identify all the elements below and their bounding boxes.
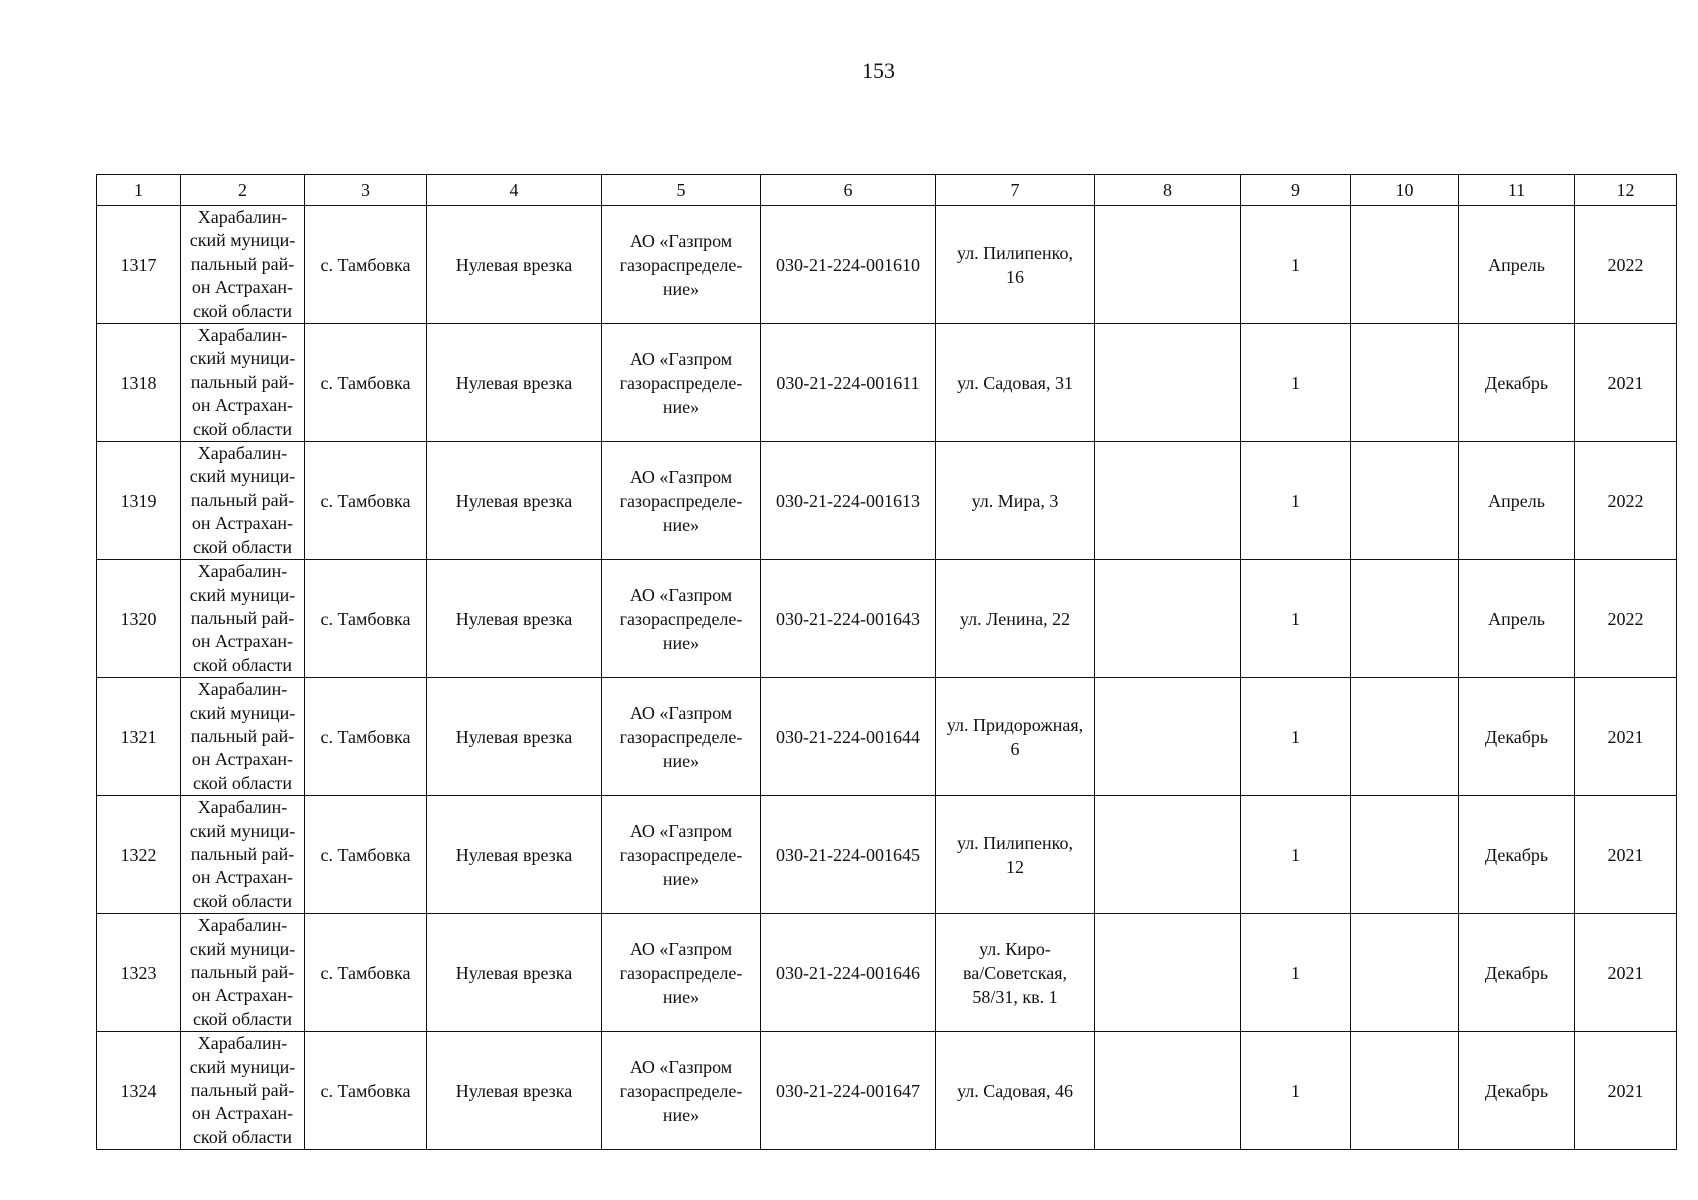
address-cell: ул. Придорожная, 6	[936, 678, 1095, 796]
connection-type-cell: Нулевая врезка	[427, 442, 602, 560]
column-10-cell	[1351, 796, 1459, 914]
row-number-cell: 1318	[97, 324, 181, 442]
column-header-12: 12	[1575, 175, 1677, 206]
year-cell: 2021	[1575, 1032, 1677, 1150]
address-cell: ул. Мира, 3	[936, 442, 1095, 560]
address-cell: ул. Ленина, 22	[936, 560, 1095, 678]
header-row	[97, 175, 1677, 206]
column-header-9: 9	[1241, 175, 1351, 206]
column-header-11: 11	[1459, 175, 1575, 206]
connection-type-cell: Нулевая врезка	[427, 678, 602, 796]
organization-cell: АО «Газпром газораспределе- ние»	[602, 206, 761, 324]
district-cell: Харабалин- ский муници- пальный рай- он Астрахан- ской области	[181, 914, 305, 1032]
table-row	[97, 324, 1677, 442]
object-code-cell: 030-21-224-001613	[761, 442, 936, 560]
table-row	[97, 206, 1677, 324]
object-code-cell: 030-21-224-001611	[761, 324, 936, 442]
column-10-cell	[1351, 678, 1459, 796]
district-cell: Харабалин- ский муници- пальный рай- он Астрахан- ской области	[181, 796, 305, 914]
organization-cell: АО «Газпром газораспределе- ние»	[602, 1032, 761, 1150]
connection-type-cell: Нулевая врезка	[427, 796, 602, 914]
settlement-cell: с. Тамбовка	[305, 1032, 427, 1150]
connection-type-cell: Нулевая врезка	[427, 560, 602, 678]
column-10-cell	[1351, 914, 1459, 1032]
year-cell: 2021	[1575, 914, 1677, 1032]
column-8-cell	[1095, 324, 1241, 442]
column-header-5: 5	[602, 175, 761, 206]
organization-cell: АО «Газпром газораспределе- ние»	[602, 560, 761, 678]
object-code-cell: 030-21-224-001643	[761, 560, 936, 678]
column-10-cell	[1351, 442, 1459, 560]
organization-cell: АО «Газпром газораспределе- ние»	[602, 442, 761, 560]
settlement-cell: с. Тамбовка	[305, 206, 427, 324]
district-cell: Харабалин- ский муници- пальный рай- он Астрахан- ской области	[181, 560, 305, 678]
column-header-3: 3	[305, 175, 427, 206]
object-code-cell: 030-21-224-001644	[761, 678, 936, 796]
address-cell: ул. Киро- ва/Советская, 58/31, кв. 1	[936, 914, 1095, 1032]
column-header-2: 2	[181, 175, 305, 206]
count-cell: 1	[1241, 678, 1351, 796]
organization-cell: АО «Газпром газораспределе- ние»	[602, 324, 761, 442]
month-cell: Декабрь	[1459, 796, 1575, 914]
registry-table	[96, 174, 1677, 1150]
count-cell: 1	[1241, 914, 1351, 1032]
year-cell: 2021	[1575, 324, 1677, 442]
settlement-cell: с. Тамбовка	[305, 796, 427, 914]
object-code-cell: 030-21-224-001610	[761, 206, 936, 324]
row-number-cell: 1319	[97, 442, 181, 560]
month-cell: Декабрь	[1459, 324, 1575, 442]
count-cell: 1	[1241, 1032, 1351, 1150]
connection-type-cell: Нулевая врезка	[427, 206, 602, 324]
column-8-cell	[1095, 560, 1241, 678]
column-header-6: 6	[761, 175, 936, 206]
connection-type-cell: Нулевая врезка	[427, 914, 602, 1032]
table-row	[97, 914, 1677, 1032]
object-code-cell: 030-21-224-001646	[761, 914, 936, 1032]
month-cell: Декабрь	[1459, 678, 1575, 796]
month-cell: Апрель	[1459, 206, 1575, 324]
district-cell: Харабалин- ский муници- пальный рай- он Астрахан- ской области	[181, 206, 305, 324]
column-8-cell	[1095, 206, 1241, 324]
settlement-cell: с. Тамбовка	[305, 560, 427, 678]
page-number: 153	[862, 58, 895, 83]
column-8-cell	[1095, 1032, 1241, 1150]
connection-type-cell: Нулевая врезка	[427, 324, 602, 442]
district-cell: Харабалин- ский муници- пальный рай- он Астрахан- ской области	[181, 442, 305, 560]
settlement-cell: с. Тамбовка	[305, 324, 427, 442]
address-cell: ул. Пилипенко, 12	[936, 796, 1095, 914]
table-row	[97, 678, 1677, 796]
count-cell: 1	[1241, 796, 1351, 914]
column-10-cell	[1351, 324, 1459, 442]
settlement-cell: с. Тамбовка	[305, 442, 427, 560]
year-cell: 2021	[1575, 796, 1677, 914]
row-number-cell: 1323	[97, 914, 181, 1032]
column-header-4: 4	[427, 175, 602, 206]
column-10-cell	[1351, 1032, 1459, 1150]
row-number-cell: 1321	[97, 678, 181, 796]
district-cell: Харабалин- ский муници- пальный рай- он Астрахан- ской области	[181, 324, 305, 442]
count-cell: 1	[1241, 324, 1351, 442]
column-header-7: 7	[936, 175, 1095, 206]
column-header-1: 1	[97, 175, 181, 206]
address-cell: ул. Садовая, 31	[936, 324, 1095, 442]
table-row	[97, 1032, 1677, 1150]
organization-cell: АО «Газпром газораспределе- ние»	[602, 796, 761, 914]
row-number-cell: 1320	[97, 560, 181, 678]
table-row	[97, 560, 1677, 678]
table-body	[97, 206, 1677, 1150]
month-cell: Апрель	[1459, 560, 1575, 678]
year-cell: 2021	[1575, 678, 1677, 796]
district-cell: Харабалин- ский муници- пальный рай- он Астрахан- ской области	[181, 678, 305, 796]
month-cell: Декабрь	[1459, 1032, 1575, 1150]
settlement-cell: с. Тамбовка	[305, 914, 427, 1032]
column-10-cell	[1351, 560, 1459, 678]
month-cell: Апрель	[1459, 442, 1575, 560]
row-number-cell: 1322	[97, 796, 181, 914]
object-code-cell: 030-21-224-001647	[761, 1032, 936, 1150]
object-code-cell: 030-21-224-001645	[761, 796, 936, 914]
table-row	[97, 442, 1677, 560]
connection-type-cell: Нулевая врезка	[427, 1032, 602, 1150]
column-header-8: 8	[1095, 175, 1241, 206]
organization-cell: АО «Газпром газораспределе- ние»	[602, 914, 761, 1032]
district-cell: Харабалин- ский муници- пальный рай- он Астрахан- ской области	[181, 1032, 305, 1150]
organization-cell: АО «Газпром газораспределе- ние»	[602, 678, 761, 796]
year-cell: 2022	[1575, 560, 1677, 678]
year-cell: 2022	[1575, 206, 1677, 324]
column-8-cell	[1095, 796, 1241, 914]
address-cell: ул. Садовая, 46	[936, 1032, 1095, 1150]
row-number-cell: 1317	[97, 206, 181, 324]
count-cell: 1	[1241, 442, 1351, 560]
count-cell: 1	[1241, 560, 1351, 678]
month-cell: Декабрь	[1459, 914, 1575, 1032]
year-cell: 2022	[1575, 442, 1677, 560]
column-header-10: 10	[1351, 175, 1459, 206]
row-number-cell: 1324	[97, 1032, 181, 1150]
column-8-cell	[1095, 678, 1241, 796]
count-cell: 1	[1241, 206, 1351, 324]
column-8-cell	[1095, 442, 1241, 560]
column-10-cell	[1351, 206, 1459, 324]
address-cell: ул. Пилипенко, 16	[936, 206, 1095, 324]
settlement-cell: с. Тамбовка	[305, 678, 427, 796]
column-8-cell	[1095, 914, 1241, 1032]
table-row	[97, 796, 1677, 914]
